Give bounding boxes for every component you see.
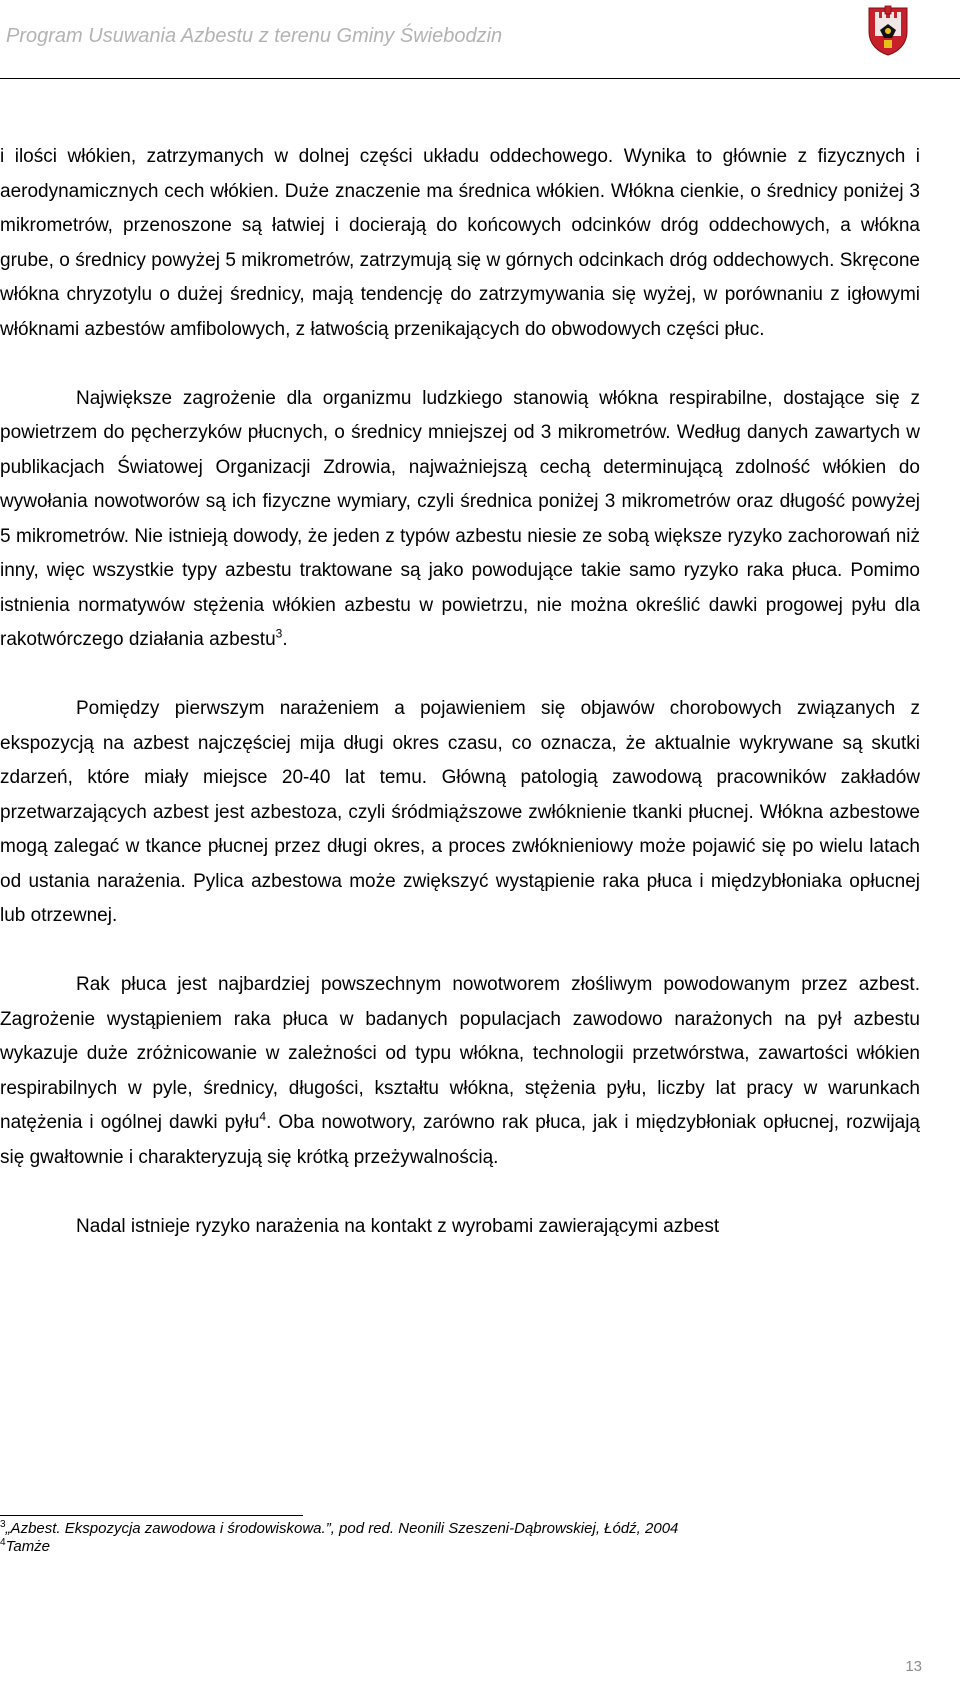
footnote-4-text: Tamże: [5, 1538, 51, 1555]
header-title: Program Usuwania Azbestu z terenu Gminy Świebodzin: [6, 25, 503, 47]
paragraph-4: [0, 968, 920, 1175]
paragraph-2-end: .: [282, 629, 288, 650]
page-number: 13: [905, 1658, 922, 1675]
footnote-3-number: 3: [0, 1519, 6, 1530]
paragraph-5-text: Nadal istnieje ryzyko narażenia na kontakt z wyrobami zawierającymi azbest: [76, 1215, 720, 1237]
paragraph-1-text: i ilości włókien, zatrzymanych w dolnej części układu oddechowego. Wynika to głównie z fizycznych i aerodynamicznych cech włókien. Duże znaczenie ma średnica włókien. Włókna cienkie, o średnicy poniżej 3 mikrometrów, przenoszone są łatwiej i docierają do końcowych odcinków dróg oddechowych, a włókna grube, o średnicy powyżej 5 mikrometrów, zatrzymują się w górnych odcinkach dróg oddechowych. Skręcone włókna chryzotylu o dużej średnicy, mają tendencję do zatrzymywania się wyżej, w porównaniu z igłowymi włóknami azbestów amfibolowych, z łatwością przenikających do obwodowych części płuc.: [0, 146, 920, 340]
footnote-3-text: „Azbest. Ekspozycja zawodowa i środowiskowa.”, pod red. Neonili Szeszeni-Dąbrowskiej, Łódź, 2004: [5, 1520, 679, 1537]
document-body: [0, 140, 920, 1244]
paragraph-4-end: . Oba nowotwory, zarówno rak płuca, jak i międzybłoniak opłucnej, rozwijają się gwałtownie i charakteryzują się krótką przeżywalnością.: [0, 1112, 920, 1168]
paragraph-2: [0, 382, 920, 658]
footnote-4-number: 4: [0, 1537, 6, 1548]
footnote-4: [0, 1538, 920, 1556]
footnote-ref-4[interactable]: 4: [259, 1109, 267, 1124]
footnotes: [0, 1520, 920, 1556]
coat-of-arms-icon: [866, 2, 910, 56]
paragraph-4-text: Rak płuca jest najbardziej powszechnym nowotworem złośliwym powodowanym przez azbest. Zagrożenie wystąpieniem raka płuca w badanych populacjach zawodowo narażonych na pył azbestu wykazuje duże zróżnicowanie w zależności od typu włókna, technologii przetwórstwa, zawartości włókien respirabilnych w pyle, średnicy, długości, kształtu włókna, stężenia pyłu, liczby lat pracy w warunkach natężenia i ogólnej dawki pyłu: [0, 974, 920, 1133]
header-divider: [0, 78, 960, 79]
footnote-3: [0, 1520, 920, 1538]
paragraph-3: [0, 692, 920, 934]
footnote-divider: [0, 1515, 303, 1516]
footnote-ref-3[interactable]: 3: [275, 626, 283, 641]
paragraph-5: [0, 1210, 920, 1245]
paragraph-3-text: Pomiędzy pierwszym narażeniem a pojawieniem się objawów chorobowych związanych z ekspozycją na azbest najczęściej mija długi okres czasu, co oznacza, że aktualnie wykrywane są skutki zdarzeń, które miały miejsce 20-40 lat temu. Główną patologią zawodową pracowników zakładów przetwarzających azbest jest azbestoza, czyli śródmiąższowe zwłóknienie tkanki płucnej. Włókna azbestowe mogą zalegać w tkance płucnej przez długi okres, a proces zwłóknieniowy może pojawić się po wielu latach od ustania narażenia. Pylica azbestowa może zwiększyć wystąpienie raka płuca i międzybłoniaka opłucnej lub otrzewnej.: [0, 698, 920, 926]
page-header: [0, 0, 960, 80]
paragraph-1: [0, 140, 920, 347]
paragraph-2-text: Największe zagrożenie dla organizmu ludzkiego stanowią włókna respirabilne, dostające się z powietrzem do pęcherzyków płucnych, o średnicy mniejszej od 3 mikrometrów. Według danych zawartych w publikacjach Światowej Organizacji Zdrowia, najważniejszą cechą determinującą zdolność włókien do wywołania nowotworów są ich fizyczne wymiary, czyli średnica poniżej 3 mikrometrów oraz długość powyżej 5 mikrometrów. Nie istnieją dowody, że jeden z typów azbestu niesie ze sobą większe ryzyko zachorowań niż inny, więc wszystkie typy azbestu traktowane są jako powodujące takie samo ryzyko raka płuca. Pomimo istnienia normatywów stężenia włókien azbestu w powietrzu, nie można określić dawki progowej pyłu dla rakotwórczego działania azbestu: [0, 387, 920, 650]
